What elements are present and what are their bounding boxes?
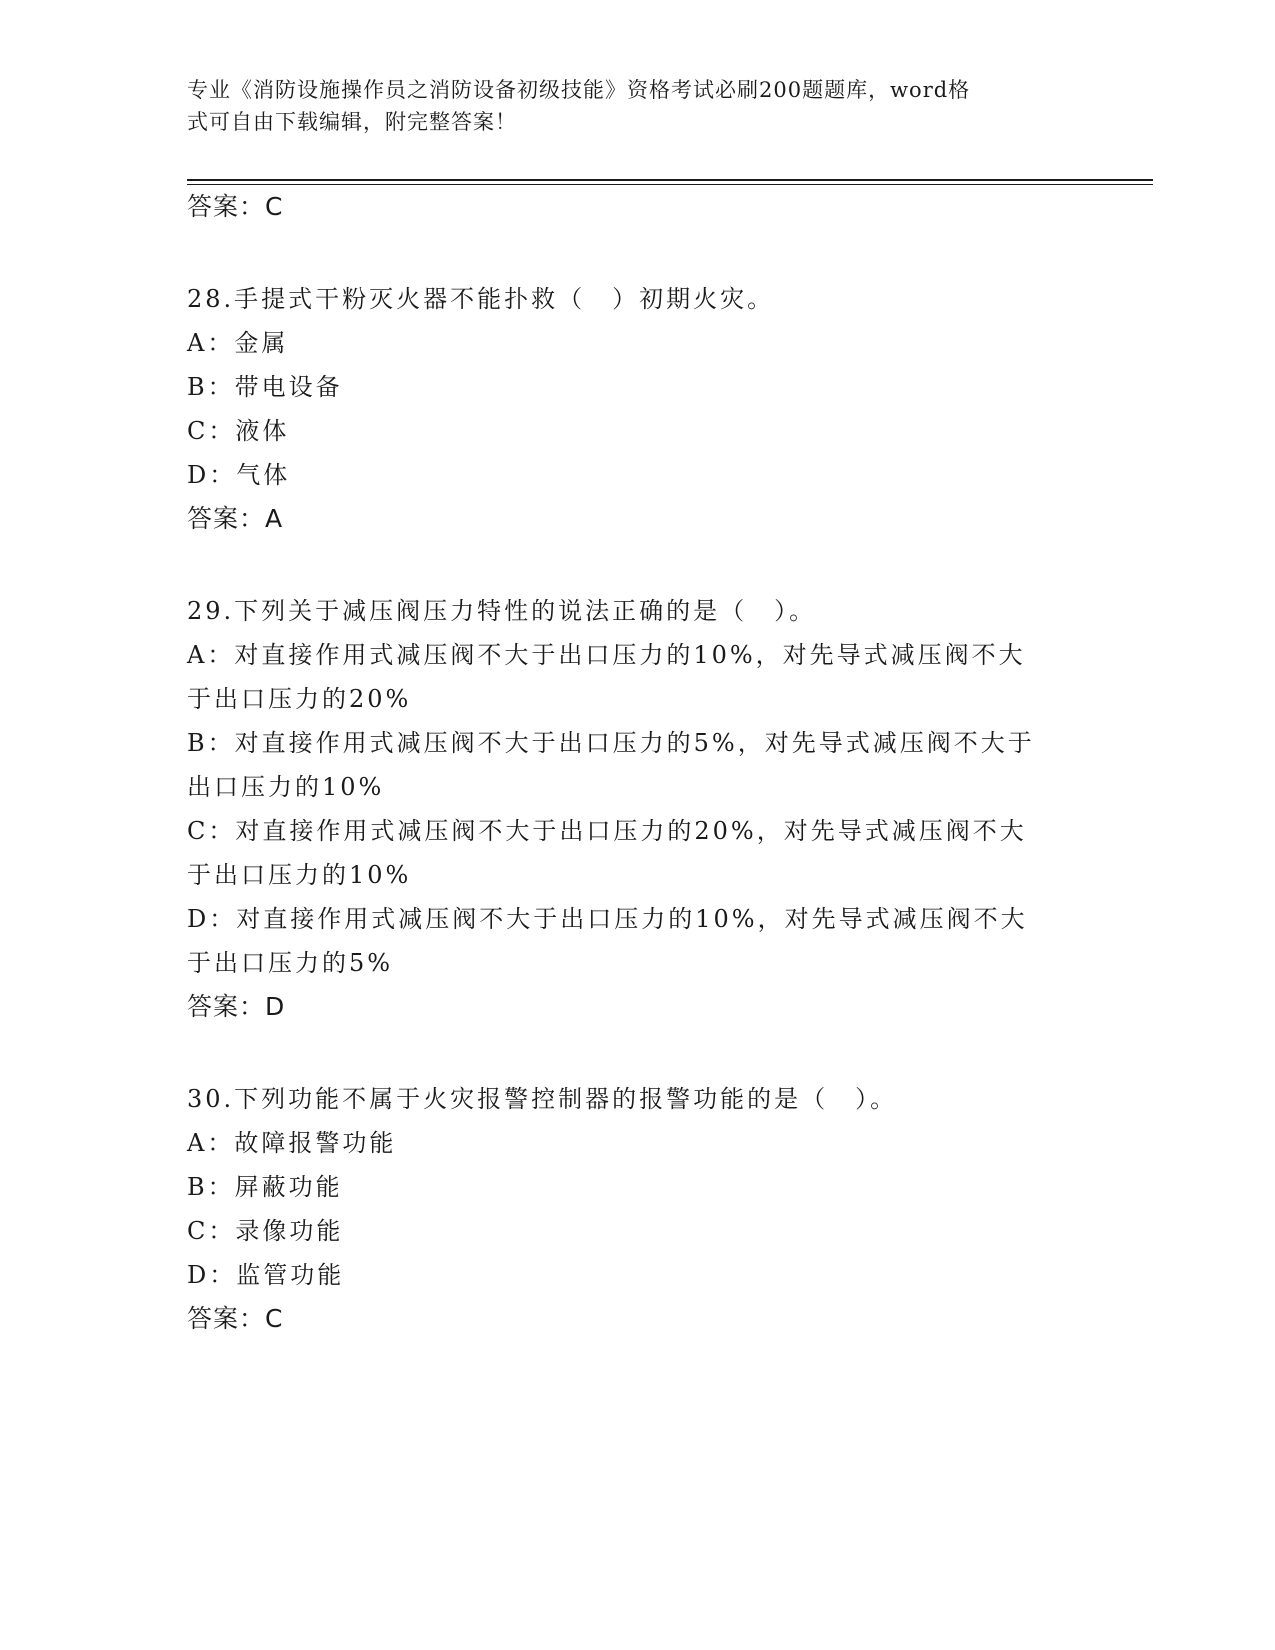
question-28-option-a: A：金属 [187, 329, 289, 357]
question-28-option-d: D：气体 [187, 461, 291, 489]
question-29-answer: 答案：D [187, 992, 286, 1021]
question-30-option-d: D：监管功能 [187, 1261, 345, 1289]
question-30-answer: 答案：C [187, 1304, 284, 1333]
question-29-option-c: C：对直接作用式减压阀不大于出口压力的20%，对先导式减压阀不大 [187, 817, 1027, 845]
header-rule-thick [187, 179, 1153, 181]
question-28-option-b: B：带电设备 [187, 373, 343, 401]
header-line-1: 专业《消防设施操作员之消防设备初级技能》资格考试必刷200题题库，word格 [187, 78, 971, 102]
document-header [187, 74, 1067, 138]
question-29-option-d: D：对直接作用式减压阀不大于出口压力的10%，对先导式减压阀不大 [187, 905, 1028, 933]
previous-answer: 答案：C [187, 192, 284, 221]
question-30-option-b: B：屏蔽功能 [187, 1173, 343, 1201]
header-rule-thin [187, 184, 1153, 185]
question-28-option-c: C：液体 [187, 417, 290, 445]
question-29-option-b: B：对直接作用式减压阀不大于出口压力的5%，对先导式减压阀不大于 [187, 729, 1035, 757]
question-28-answer: 答案：A [187, 504, 284, 533]
question-30-option-a: A：故障报警功能 [187, 1129, 397, 1157]
question-29-option-d-cont: 于出口压力的5% [187, 949, 394, 977]
question-28-stem: 28.手提式干粉灭火器不能扑救（ ）初期火灾。 [187, 285, 775, 313]
question-29-stem: 29.下列关于减压阀压力特性的说法正确的是（ ）。 [187, 597, 817, 625]
question-29-option-b-cont: 出口压力的10% [187, 773, 385, 801]
question-30-option-c: C：录像功能 [187, 1217, 344, 1245]
header-line-2: 式可自由下载编辑，附完整答案！ [187, 110, 517, 134]
question-29-option-c-cont: 于出口压力的10% [187, 861, 412, 889]
question-29-option-a: A：对直接作用式减压阀不大于出口压力的10%，对先导式减压阀不大 [187, 641, 1026, 669]
question-30-stem: 30.下列功能不属于火灾报警控制器的报警功能的是（ ）。 [187, 1085, 898, 1113]
question-29-option-a-cont: 于出口压力的20% [187, 685, 412, 713]
